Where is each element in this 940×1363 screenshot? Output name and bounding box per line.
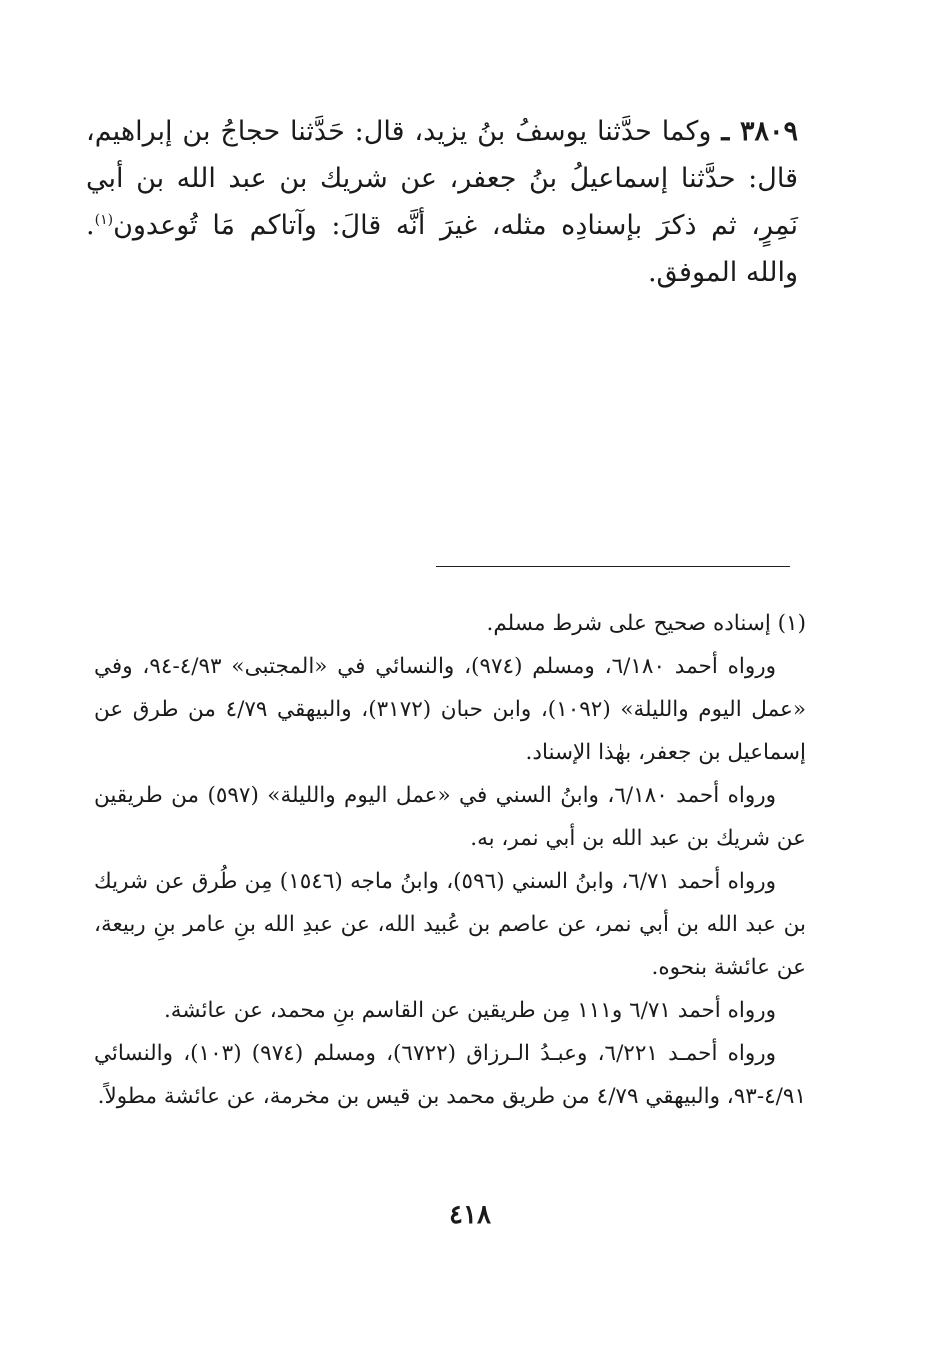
footnote-paragraph: ورواه أحمد ٦/١٨٠، ومسلم (٩٧٤)، والنسائي في «المجتبى» ٤/٩٣-٩٤، وفي «عمل اليوم والليلة» (١٠٩٢)، وابن حبان (٣١٧٢)، والبيهقي ٤/٧٩ من طرق عن إسماعيل بن جعفر، بهٰذا الإسناد. bbox=[94, 654, 806, 765]
footnote-separator bbox=[436, 566, 790, 567]
footnotes bbox=[94, 602, 806, 1118]
footnote-paragraph: (١) إسناده صحيح على شرط مسلم. bbox=[486, 611, 806, 636]
page-number: ٤١٨ bbox=[449, 1200, 491, 1230]
main-text bbox=[86, 108, 798, 296]
footnote-paragraph: ورواه أحمد ٦/٧١ و١١١ مِن طريقين عن القاسم بنِ محمد، عن عائشة. bbox=[163, 998, 776, 1023]
footnote-paragraph: ورواه أحمد ٦/١٨٠، وابنُ السني في «عمل اليوم والليلة» (٥٩٧) من طريقين عن شريك بن عبد الله بن أبي نمر، به. bbox=[94, 783, 806, 851]
hadith-closing: . والله الموفق. bbox=[86, 210, 798, 288]
footnote-paragraph: ورواه أحمد ٦/٧١، وابنُ السني (٥٩٦)، وابنُ ماجه (١٥٤٦) مِن طُرق عن شريك بن عبد الله بن أبي نمر، عن عاصم بن عُبيد الله، عن عبدِ الله بنِ عامر بنِ ربيعة، عن عائشة بنحوه. bbox=[94, 869, 806, 980]
hadith-number: ٣٨٠٩ ـ bbox=[721, 116, 798, 147]
footnote-marker: (١) bbox=[94, 212, 114, 228]
hadith-paragraph bbox=[86, 108, 798, 296]
hadith-body: وكما حدَّثنا يوسفُ بنُ يزيد، قال: حَدَّثنا حجاجُ بن إبراهيم، قال: حدَّثنا إسماعيلُ بنُ جعفر، عن شريك بن عبد الله بن أبي نَمِرٍ، ثم ذكرَ بإسنادِه مثله، غيرَ أنَّه قالَ: وآتاكم مَا تُوعدون bbox=[86, 116, 798, 241]
footnote-paragraph: ورواه أحمـد ٦/٢٢١، وعبـدُ الـرزاق (٦٧٢٢)، ومسلم (٩٧٤) (١٠٣)، والنسائي ٤/٩١-٩٣، والبيهقي ٤/٧٩ من طريق محمد بن قيس بن مخرمة، عن عائشة مطولاً. bbox=[94, 1041, 806, 1109]
